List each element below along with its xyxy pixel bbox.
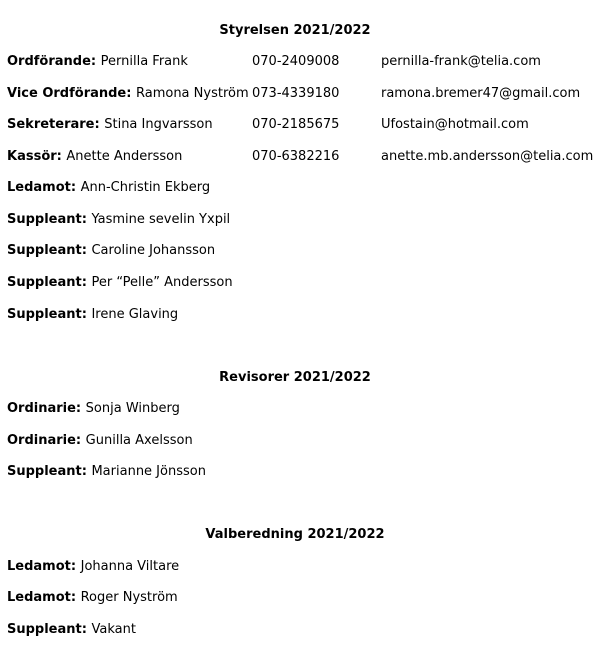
board-member-row <box>7 85 249 103</box>
member-name: Sonja Winberg <box>85 401 180 416</box>
member-name: Marianne Jönsson <box>91 464 206 479</box>
member-name: Pernilla Frank <box>100 54 188 69</box>
auditor-row <box>7 432 193 450</box>
member-role: Kassör: <box>7 149 67 164</box>
member-role: Ordförande: <box>7 54 101 69</box>
revisorer-heading: Revisorer 2021/2022 <box>219 370 371 385</box>
board-member-row <box>7 53 188 71</box>
member-role: Sekreterare: <box>7 117 105 132</box>
member-phone: 070-6382216 <box>252 149 340 164</box>
board-member-row <box>7 116 213 134</box>
styrelsen-heading: Styrelsen 2021/2022 <box>219 23 371 38</box>
member-role: Suppleant: <box>7 464 92 479</box>
member-role: Suppleant: <box>7 622 92 637</box>
member-role: Ledamot: <box>7 180 81 195</box>
member-email: anette.mb.andersson@telia.com <box>381 149 594 164</box>
member-phone: 070-2185675 <box>252 117 340 132</box>
member-name: Irene Glaving <box>91 307 179 322</box>
board-member-row <box>7 148 182 166</box>
auditor-row <box>7 463 206 481</box>
board-member-row <box>7 242 215 260</box>
nomination-row <box>7 589 178 607</box>
member-role: Ledamot: <box>7 559 81 574</box>
member-name: Gunilla Axelsson <box>85 433 193 448</box>
member-role: Vice Ordförande: <box>7 86 136 101</box>
member-name: Caroline Johansson <box>91 243 216 258</box>
nomination-row <box>7 621 136 639</box>
board-member-row <box>7 274 233 292</box>
member-name: Ramona Nyström <box>135 86 249 101</box>
member-role: Suppleant: <box>7 212 92 227</box>
member-role: Suppleant: <box>7 307 92 322</box>
board-member-row <box>7 179 210 197</box>
valberedning-heading: Valberedning 2021/2022 <box>205 527 385 542</box>
member-role: Ordinarie: <box>7 433 86 448</box>
board-member-row <box>7 211 230 229</box>
board-member-row <box>7 306 178 324</box>
member-role: Suppleant: <box>7 243 92 258</box>
member-name: Johanna Viltare <box>80 559 180 574</box>
auditor-row <box>7 400 180 418</box>
member-name: Stina Ingvarsson <box>104 117 213 132</box>
member-email: pernilla-frank@telia.com <box>381 54 541 69</box>
member-name: Per “Pelle” Andersson <box>91 275 233 290</box>
member-name: Vakant <box>91 622 136 637</box>
member-email: Ufostain@hotmail.com <box>381 117 529 132</box>
member-role: Suppleant: <box>7 275 92 290</box>
member-name: Ann-Christin Ekberg <box>80 180 211 195</box>
member-role: Ordinarie: <box>7 401 86 416</box>
member-phone: 070-2409008 <box>252 54 340 69</box>
member-role: Ledamot: <box>7 590 81 605</box>
member-name: Anette Andersson <box>66 149 183 164</box>
member-name: Roger Nyström <box>80 590 178 605</box>
member-phone: 073-4339180 <box>252 86 340 101</box>
member-email: ramona.bremer47@gmail.com <box>381 86 581 101</box>
member-name: Yasmine sevelin Yxpil <box>91 212 231 227</box>
nomination-row <box>7 558 179 576</box>
